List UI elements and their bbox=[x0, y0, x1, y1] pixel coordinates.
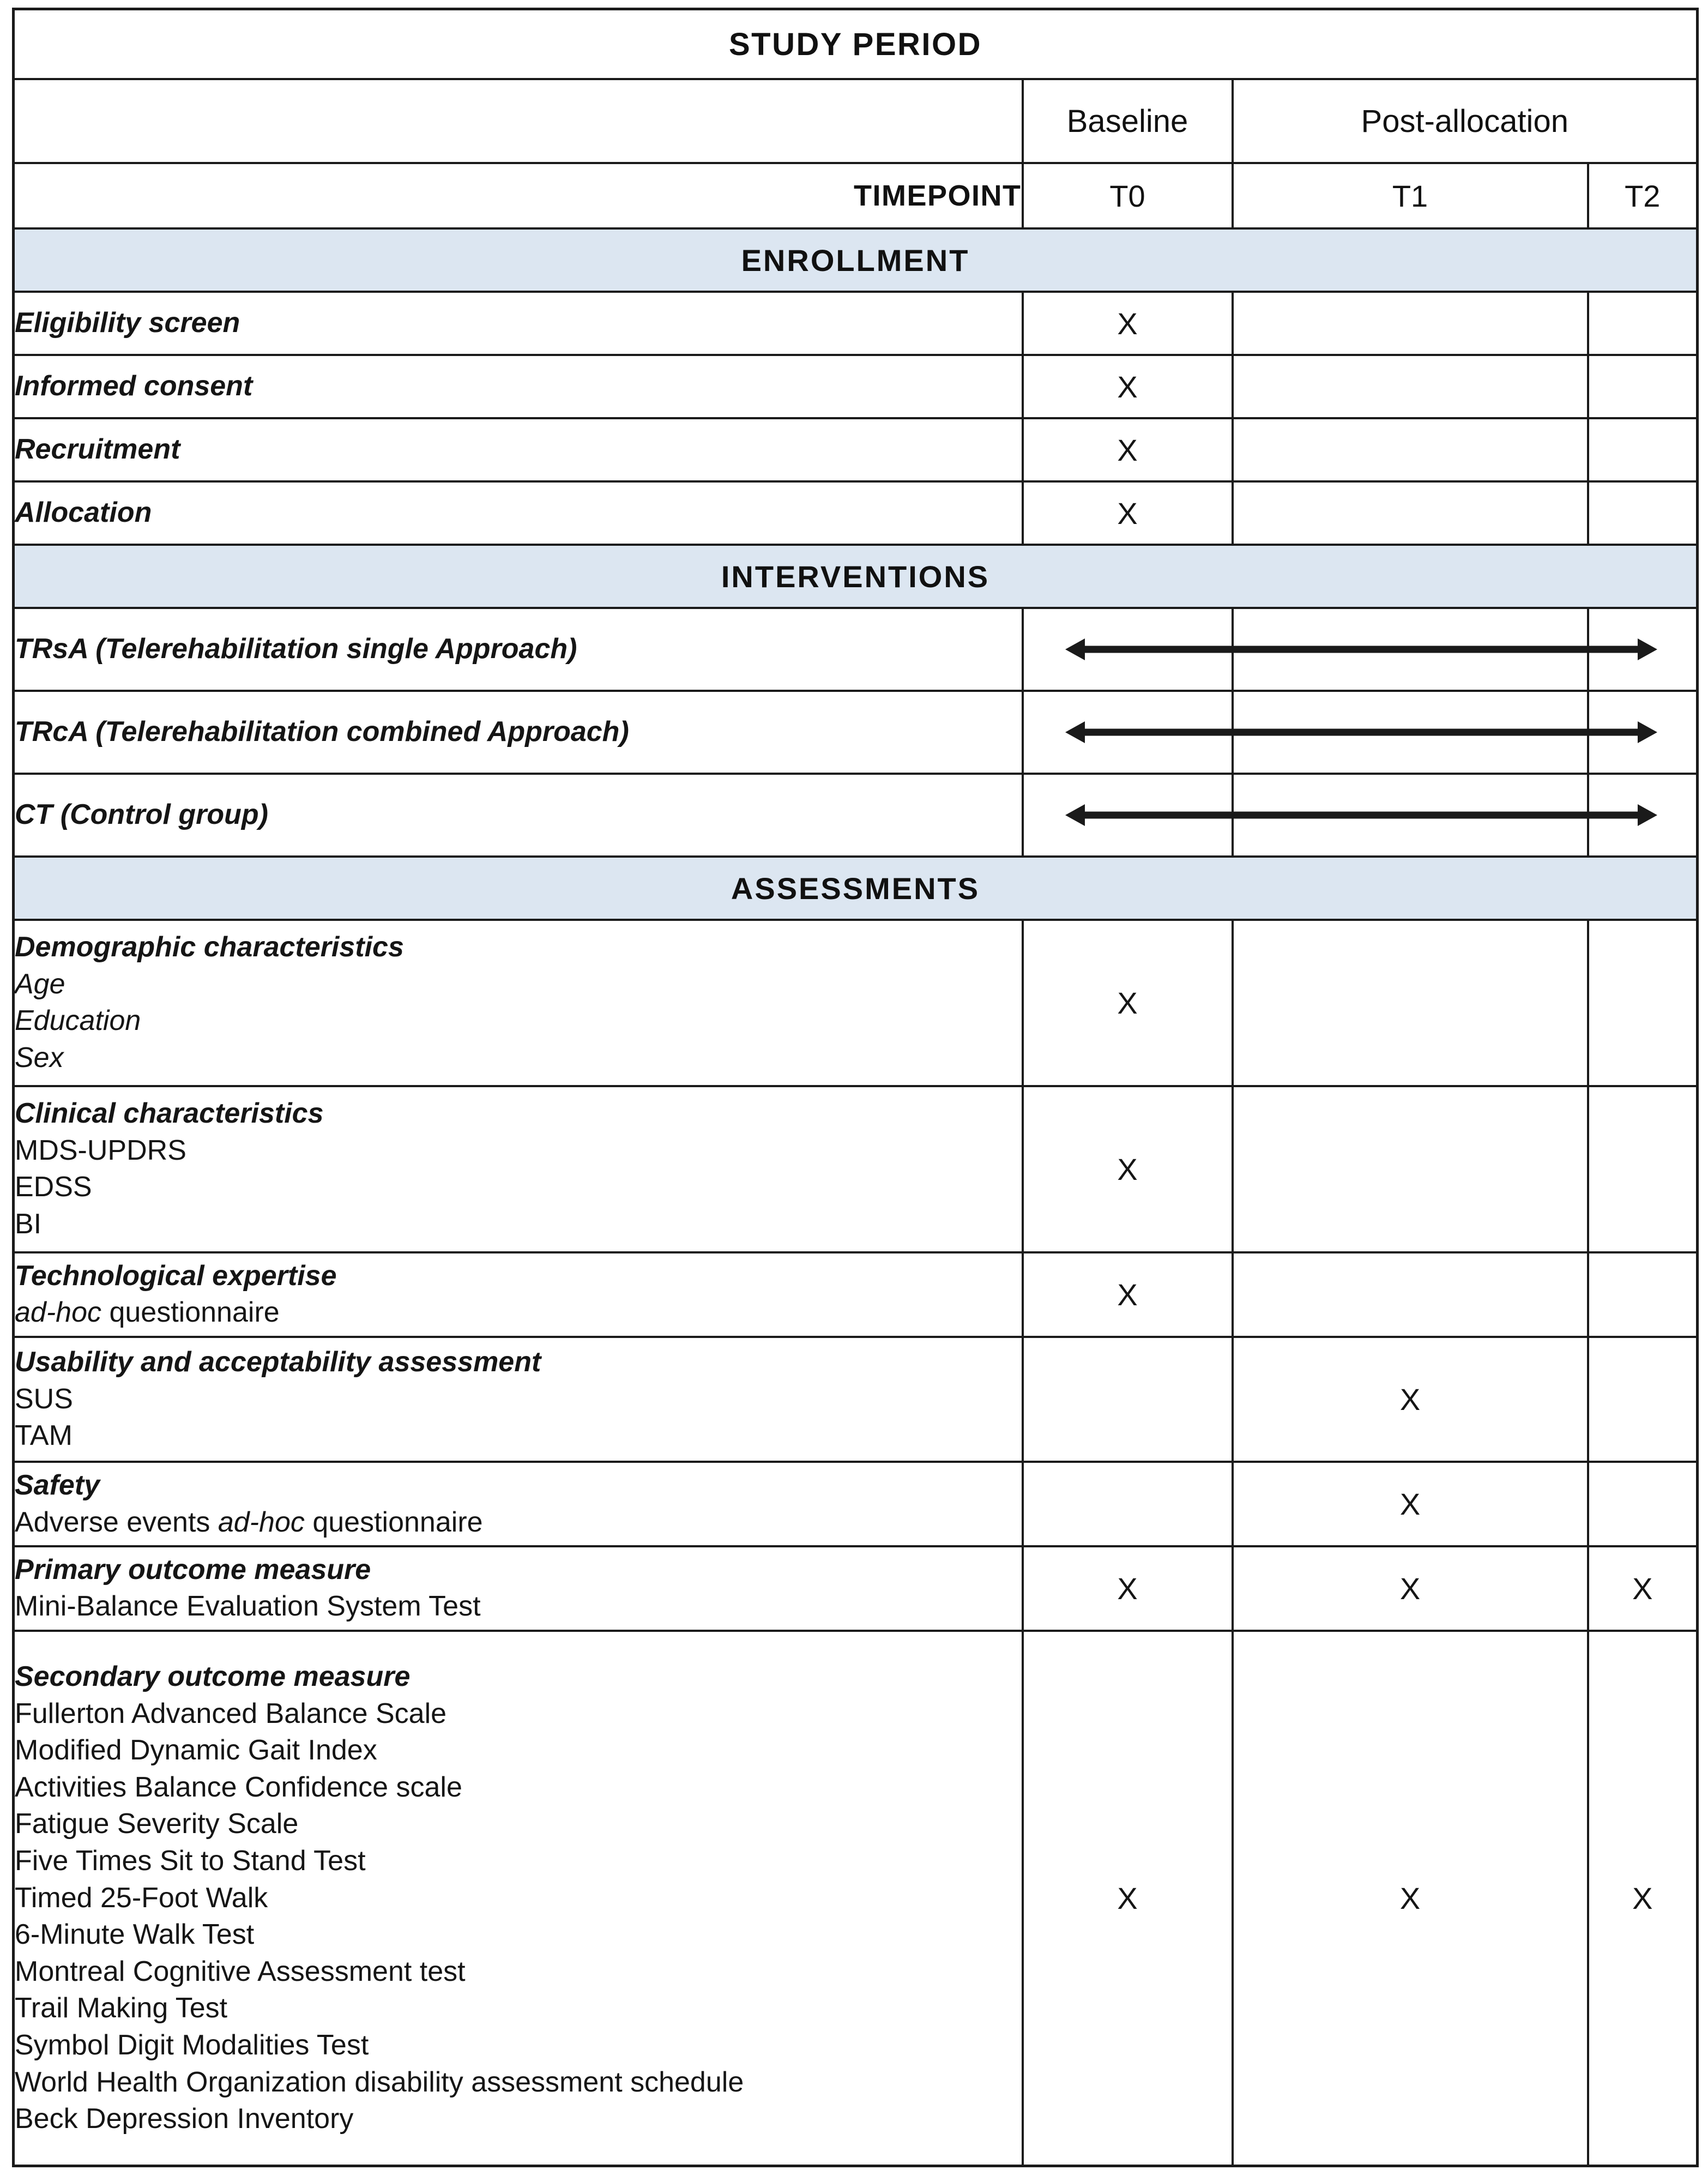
table-row bbox=[14, 691, 1698, 774]
row-subitem: Trail Making Test bbox=[15, 1992, 228, 2024]
row-title: Safety bbox=[15, 1469, 100, 1502]
row-title: Demographic characteristics bbox=[15, 931, 404, 963]
enrollment-section-row bbox=[14, 228, 1698, 292]
cell-t1 bbox=[1233, 481, 1588, 545]
cell-t1 bbox=[1233, 292, 1588, 355]
table-row bbox=[14, 920, 1698, 1086]
row-subitem: Sex bbox=[15, 1042, 64, 1074]
timepoint-t1: T1 bbox=[1233, 163, 1588, 228]
cell-t1 bbox=[1233, 774, 1588, 857]
cell-t0: X bbox=[1023, 481, 1233, 545]
row-label-trca bbox=[14, 691, 1023, 774]
cell-t1 bbox=[1233, 1252, 1588, 1337]
cell-t2 bbox=[1588, 1086, 1698, 1252]
row-label-informed-consent bbox=[14, 355, 1023, 418]
row-subitem: Symbol Digit Modalities Test bbox=[15, 2029, 369, 2061]
cell-t2: X bbox=[1588, 1546, 1698, 1631]
cell-t2 bbox=[1588, 481, 1698, 545]
cell-t0 bbox=[1023, 691, 1233, 774]
row-label-demographic-characteristics bbox=[14, 920, 1023, 1086]
cell-t2 bbox=[1588, 691, 1698, 774]
cell-t1 bbox=[1233, 1086, 1588, 1252]
cell-t2 bbox=[1588, 418, 1698, 481]
row-label-eligibility-screen bbox=[14, 292, 1023, 355]
table-row bbox=[14, 1086, 1698, 1252]
cell-t0: X bbox=[1023, 1631, 1233, 2166]
row-subitem: 6-Minute Walk Test bbox=[15, 1919, 255, 1951]
cell-t2 bbox=[1588, 355, 1698, 418]
row-subitem: Mini-Balance Evaluation System Test bbox=[15, 1590, 481, 1623]
study-period-title: STUDY PERIOD bbox=[14, 9, 1698, 80]
table-row bbox=[14, 355, 1698, 418]
row-label-trsa bbox=[14, 608, 1023, 691]
row-subitem: World Health Organization disability assessment schedule bbox=[15, 2066, 744, 2098]
row-subitem: Fatigue Severity Scale bbox=[15, 1808, 299, 1840]
row-subitem: TAM bbox=[15, 1420, 73, 1452]
cell-t2 bbox=[1588, 920, 1698, 1086]
timepoint-t2: T2 bbox=[1588, 163, 1698, 228]
cell-t0: X bbox=[1023, 355, 1233, 418]
row-subitem: Activities Balance Confidence scale bbox=[15, 1771, 462, 1803]
table-row bbox=[14, 1631, 1698, 2166]
cell-t1 bbox=[1233, 920, 1588, 1086]
row-subitem: Fullerton Advanced Balance Scale bbox=[15, 1697, 447, 1729]
cell-t1: X bbox=[1233, 1631, 1588, 2166]
table-row bbox=[14, 1337, 1698, 1462]
cell-t0 bbox=[1023, 1337, 1233, 1462]
row-title: Clinical characteristics bbox=[15, 1098, 324, 1130]
row-label-recruitment bbox=[14, 418, 1023, 481]
row-subitem: Five Times Sit to Stand Test bbox=[15, 1845, 366, 1877]
row-subitem: BI bbox=[15, 1208, 42, 1240]
adhoc-italic: ad-hoc bbox=[15, 1297, 101, 1329]
interventions-section-row bbox=[14, 545, 1698, 608]
adhoc-italic: ad-hoc bbox=[218, 1506, 305, 1538]
study-period-header-row bbox=[14, 9, 1698, 80]
row-subitem: SUS bbox=[15, 1383, 73, 1415]
row-title: Recruitment bbox=[15, 433, 180, 466]
cell-t2: X bbox=[1588, 1631, 1698, 2166]
row-label-ct bbox=[14, 774, 1023, 857]
row-title: TRcA (Telerehabilitation combined Approach) bbox=[15, 716, 629, 748]
row-label-clinical-characteristics bbox=[14, 1086, 1023, 1252]
row-title: Usability and acceptability assessment bbox=[15, 1346, 541, 1378]
cell-t1: X bbox=[1233, 1546, 1588, 1631]
cell-t0 bbox=[1023, 1462, 1233, 1546]
period-names-row bbox=[14, 79, 1698, 163]
section-header-enrollment: ENROLLMENT bbox=[14, 228, 1698, 292]
cell-t0: X bbox=[1023, 1252, 1233, 1337]
row-label-safety bbox=[14, 1462, 1023, 1546]
cell-t2 bbox=[1588, 1337, 1698, 1462]
table-row bbox=[14, 1546, 1698, 1631]
cell-t2 bbox=[1588, 1252, 1698, 1337]
cell-t2 bbox=[1588, 1462, 1698, 1546]
cell-t1 bbox=[1233, 355, 1588, 418]
row-subitem: Adverse events ad-hoc questionnaire bbox=[15, 1506, 483, 1538]
spirit-schedule-table bbox=[12, 8, 1699, 2167]
table-row bbox=[14, 292, 1698, 355]
table-row bbox=[14, 774, 1698, 857]
row-title: CT (Control group) bbox=[15, 799, 268, 831]
row-title: Informed consent bbox=[15, 370, 253, 402]
cell-t1 bbox=[1233, 608, 1588, 691]
row-label-allocation bbox=[14, 481, 1023, 545]
row-title: Primary outcome measure bbox=[15, 1553, 371, 1586]
timepoint-row bbox=[14, 163, 1698, 228]
row-label-secondary-outcome-measure bbox=[14, 1631, 1023, 2166]
row-title: Eligibility screen bbox=[15, 307, 240, 339]
cell-t0: X bbox=[1023, 1546, 1233, 1631]
table-row bbox=[14, 608, 1698, 691]
timepoint-t0: T0 bbox=[1023, 163, 1233, 228]
section-header-assessments: ASSESSMENTS bbox=[14, 857, 1698, 920]
table-row bbox=[14, 1462, 1698, 1546]
cell-t1 bbox=[1233, 418, 1588, 481]
cell-t0: X bbox=[1023, 1086, 1233, 1252]
cell-t1: X bbox=[1233, 1337, 1588, 1462]
row-subitem: Montreal Cognitive Assessment test bbox=[15, 1955, 466, 1987]
cell-t0: X bbox=[1023, 292, 1233, 355]
row-label-technological-expertise bbox=[14, 1252, 1023, 1337]
row-subitem: Age bbox=[15, 968, 65, 1000]
cell-t0: X bbox=[1023, 418, 1233, 481]
row-label-usability-acceptability bbox=[14, 1337, 1023, 1462]
row-title: Secondary outcome measure bbox=[15, 1661, 411, 1693]
row-subitem: Timed 25-Foot Walk bbox=[15, 1882, 268, 1914]
table-row bbox=[14, 418, 1698, 481]
row-subitem: EDSS bbox=[15, 1171, 92, 1203]
timepoint-label: TIMEPOINT bbox=[14, 163, 1023, 228]
row-subitem: ad-hoc questionnaire bbox=[15, 1297, 280, 1329]
table-row bbox=[14, 481, 1698, 545]
cell-t2 bbox=[1588, 292, 1698, 355]
row-title: Technological expertise bbox=[15, 1259, 337, 1292]
row-label-primary-outcome-measure bbox=[14, 1546, 1023, 1631]
period-blank-cell bbox=[14, 79, 1023, 163]
cell-t2 bbox=[1588, 608, 1698, 691]
cell-t0: X bbox=[1023, 920, 1233, 1086]
section-header-interventions: INTERVENTIONS bbox=[14, 545, 1698, 608]
period-baseline: Baseline bbox=[1023, 79, 1233, 163]
row-title: TRsA (Telerehabilitation single Approach) bbox=[15, 633, 577, 665]
row-title: Allocation bbox=[15, 497, 152, 529]
cell-t1 bbox=[1233, 691, 1588, 774]
row-subitem: MDS-UPDRS bbox=[15, 1134, 186, 1166]
cell-t0 bbox=[1023, 608, 1233, 691]
assessments-section-row bbox=[14, 857, 1698, 920]
table-row bbox=[14, 1252, 1698, 1337]
cell-t2 bbox=[1588, 774, 1698, 857]
row-subitem: Education bbox=[15, 1005, 141, 1037]
row-subitem: Beck Depression Inventory bbox=[15, 2103, 354, 2135]
cell-t1: X bbox=[1233, 1462, 1588, 1546]
period-post-allocation: Post-allocation bbox=[1233, 79, 1698, 163]
row-subitem: Modified Dynamic Gait Index bbox=[15, 1734, 377, 1767]
cell-t0 bbox=[1023, 774, 1233, 857]
